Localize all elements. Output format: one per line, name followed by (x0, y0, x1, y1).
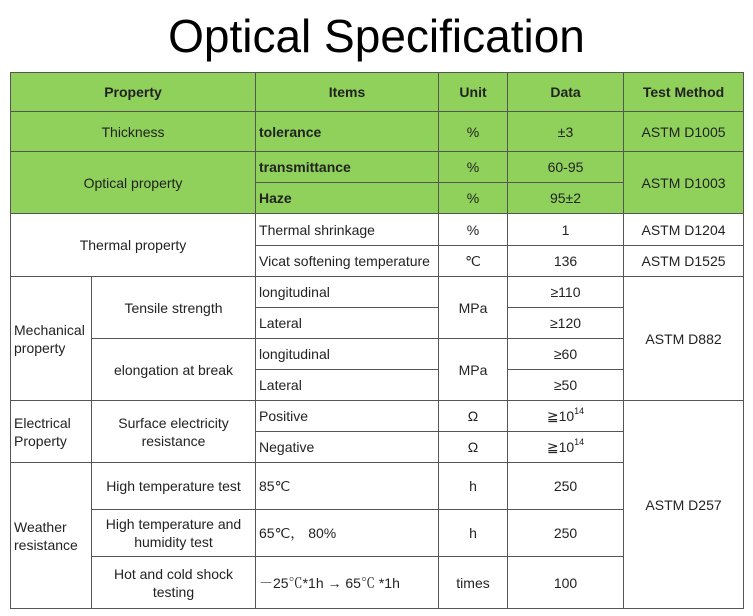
header-row (11, 73, 744, 112)
header-items: Items (256, 73, 439, 112)
item-cell: Lateral (256, 370, 439, 401)
item-cell: tolerance (256, 112, 439, 152)
data-cell: 136 (508, 246, 624, 277)
spec-table (10, 72, 744, 609)
item-cell: Vicat softening temperature (256, 246, 439, 277)
data-cell: ≥50 (508, 370, 624, 401)
data-cell: ≥60 (508, 339, 624, 370)
data-cell: ≥110 (508, 277, 624, 308)
data-value: ≧10 (546, 407, 575, 424)
unit-cell: Ω (439, 401, 508, 432)
unit-cell: times (439, 557, 508, 609)
data-cell: 100 (508, 557, 624, 609)
data-cell (508, 401, 624, 432)
property-cell: Mechanical property (11, 277, 92, 401)
item-cell: 85℃ (256, 463, 439, 510)
data-cell: ±3 (508, 112, 624, 152)
property-cell: Weather resistance (11, 463, 92, 609)
property-cell: Optical property (11, 152, 256, 214)
unit-cell: MPa (439, 277, 508, 339)
item-cell: －25℃*1h → 65℃ *1h (256, 557, 439, 609)
header-test-method: Test Method (624, 73, 744, 112)
sub-property-cell: Hot and cold shock testing (92, 557, 256, 609)
data-value: ≧10 (546, 438, 575, 455)
property-cell: Thickness (11, 112, 256, 152)
unit-cell: h (439, 463, 508, 510)
item-cell: Lateral (256, 308, 439, 339)
item-cell: longitudinal (256, 277, 439, 308)
item-cell: Haze (256, 183, 439, 214)
unit-cell: % (439, 183, 508, 214)
data-cell: ≥120 (508, 308, 624, 339)
data-exponent: 14 (574, 405, 585, 416)
sub-property-cell: Tensile strength (92, 277, 256, 339)
data-cell: 1 (508, 214, 624, 246)
property-cell: Thermal property (11, 214, 256, 277)
unit-cell: Ω (439, 432, 508, 463)
sub-property-cell: High temperature and humidity test (92, 510, 256, 557)
unit-cell: % (439, 214, 508, 246)
table-row (11, 112, 744, 152)
method-cell: ASTM D1525 (624, 246, 744, 277)
data-cell: 250 (508, 463, 624, 510)
table-row (11, 401, 744, 432)
unit-cell: MPa (439, 339, 508, 401)
table-row (11, 214, 744, 246)
unit-cell: ℃ (439, 246, 508, 277)
item-cell: Negative (256, 432, 439, 463)
property-cell: Electrical Property (11, 401, 92, 463)
page-title: Optical Specification (168, 10, 585, 62)
table-row (11, 277, 744, 308)
header-data: Data (508, 73, 624, 112)
data-exponent: 14 (574, 436, 585, 447)
item-cell: Positive (256, 401, 439, 432)
sub-property-cell: elongation at break (92, 339, 256, 401)
data-cell: 95±2 (508, 183, 624, 214)
data-cell: 250 (508, 510, 624, 557)
unit-cell: % (439, 112, 508, 152)
method-cell: ASTM D882 (624, 277, 744, 401)
header-property: Property (11, 73, 256, 112)
table-row (11, 152, 744, 183)
item-cell: 65℃， 80% (256, 510, 439, 557)
item-cell: longitudinal (256, 339, 439, 370)
method-cell: ASTM D1204 (624, 214, 744, 246)
unit-cell: h (439, 510, 508, 557)
header-unit: Unit (439, 73, 508, 112)
item-cell: Thermal shrinkage (256, 214, 439, 246)
method-cell: ASTM D1005 (624, 112, 744, 152)
unit-cell: % (439, 152, 508, 183)
sub-property-cell: Surface electricity resistance (92, 401, 256, 463)
data-cell (508, 432, 624, 463)
sub-property-cell: High temperature test (92, 463, 256, 510)
data-cell: 60-95 (508, 152, 624, 183)
method-cell: ASTM D1003 (624, 152, 744, 214)
method-cell: ASTM D257 (624, 401, 744, 609)
item-cell: transmittance (256, 152, 439, 183)
